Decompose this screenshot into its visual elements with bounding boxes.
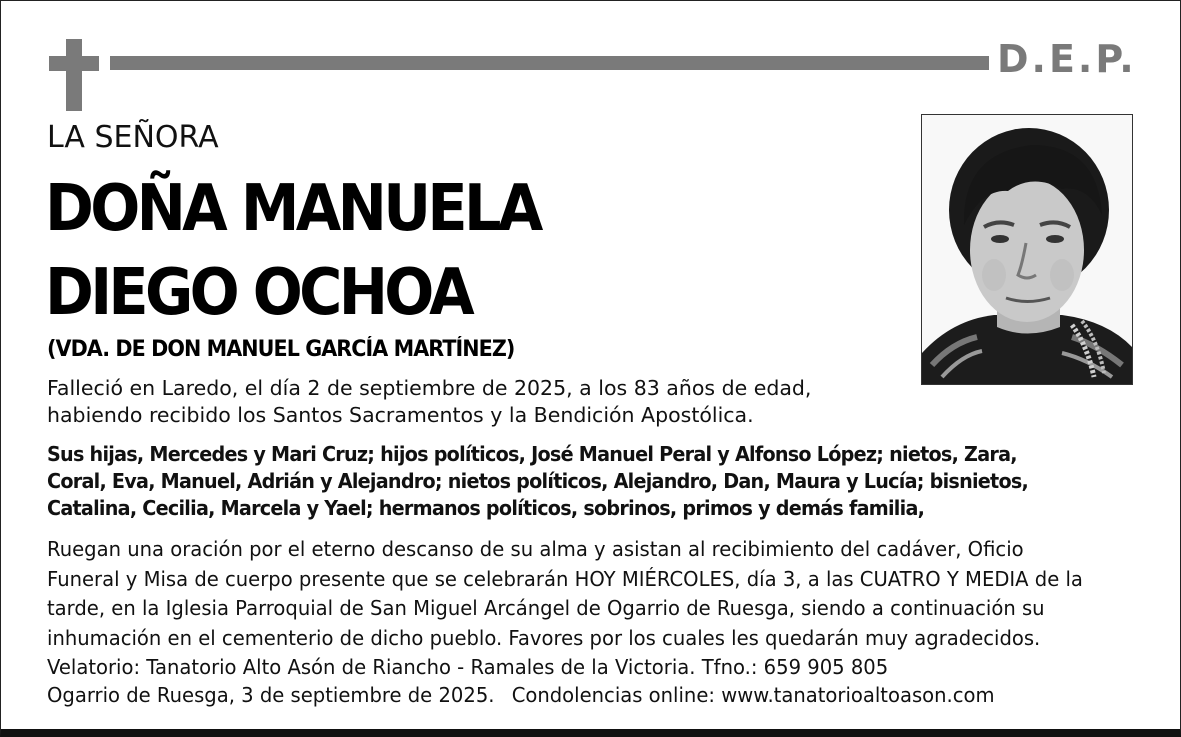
deceased-name-line1: DOÑA MANUELA	[45, 172, 540, 246]
footer	[47, 681, 995, 710]
dep-mark: D.E.P.	[997, 37, 1137, 81]
deceased-name-line2: DIEGO OCHOA	[45, 256, 471, 330]
family-list: Sus hijas, Mercedes y Mari Cruz; hijos políticos, José Manuel Peral y Alfonso López; nietos, Zara, Coral, Eva, Manuel, Adrián y Alejandro; nietos políticos, Alejandro, Dan, Maura y Lucía; bisnietos, Catalina, Cecilia, Marcela y Yael; hermanos políticos, sobrinos, primos y demás familia,	[47, 442, 1029, 520]
place-date: Ogarrio de Ruesga, 3 de septiembre de 2025.	[47, 683, 495, 707]
widow-of: (VDA. DE DON MANUEL GARCÍA MARTÍNEZ)	[47, 337, 515, 362]
funeral-request: Ruegan una oración por el eterno descanso de su alma y asistan al recibimiento del cadáver, Oficio Funeral y Misa de cuerpo presente que se celebrarán HOY MIÉRCOLES, día 3, a las CUATRO Y MEDIA de la tarde, en la Iglesia Parroquial de San Miguel Arcángel de Ogarrio de Ruesga, siendo a continuación su inhumación en el cementerio de dicho pueblo. Favores por los cuales les quedarán muy agradecidos. Velatorio: Tanatorio Alto Asón de Riancho - Ramales de la Victoria. Tfno.: 659 905 805	[47, 537, 1083, 679]
portrait-photo	[921, 114, 1133, 385]
cross-icon	[49, 39, 99, 111]
condolences-link[interactable]: Condolencias online: www.tanatorioaltoason.com	[511, 683, 995, 707]
portrait-icon	[922, 115, 1132, 384]
death-notice: Falleció en Laredo, el día 2 de septiembre de 2025, a los 83 años de edad, habiendo recibido los Santos Sacramentos y la Bendición Apostólica.	[47, 376, 812, 427]
header-rule	[110, 56, 989, 70]
deceased-name	[45, 167, 540, 335]
title-prefix: LA SEÑORA	[47, 120, 219, 155]
